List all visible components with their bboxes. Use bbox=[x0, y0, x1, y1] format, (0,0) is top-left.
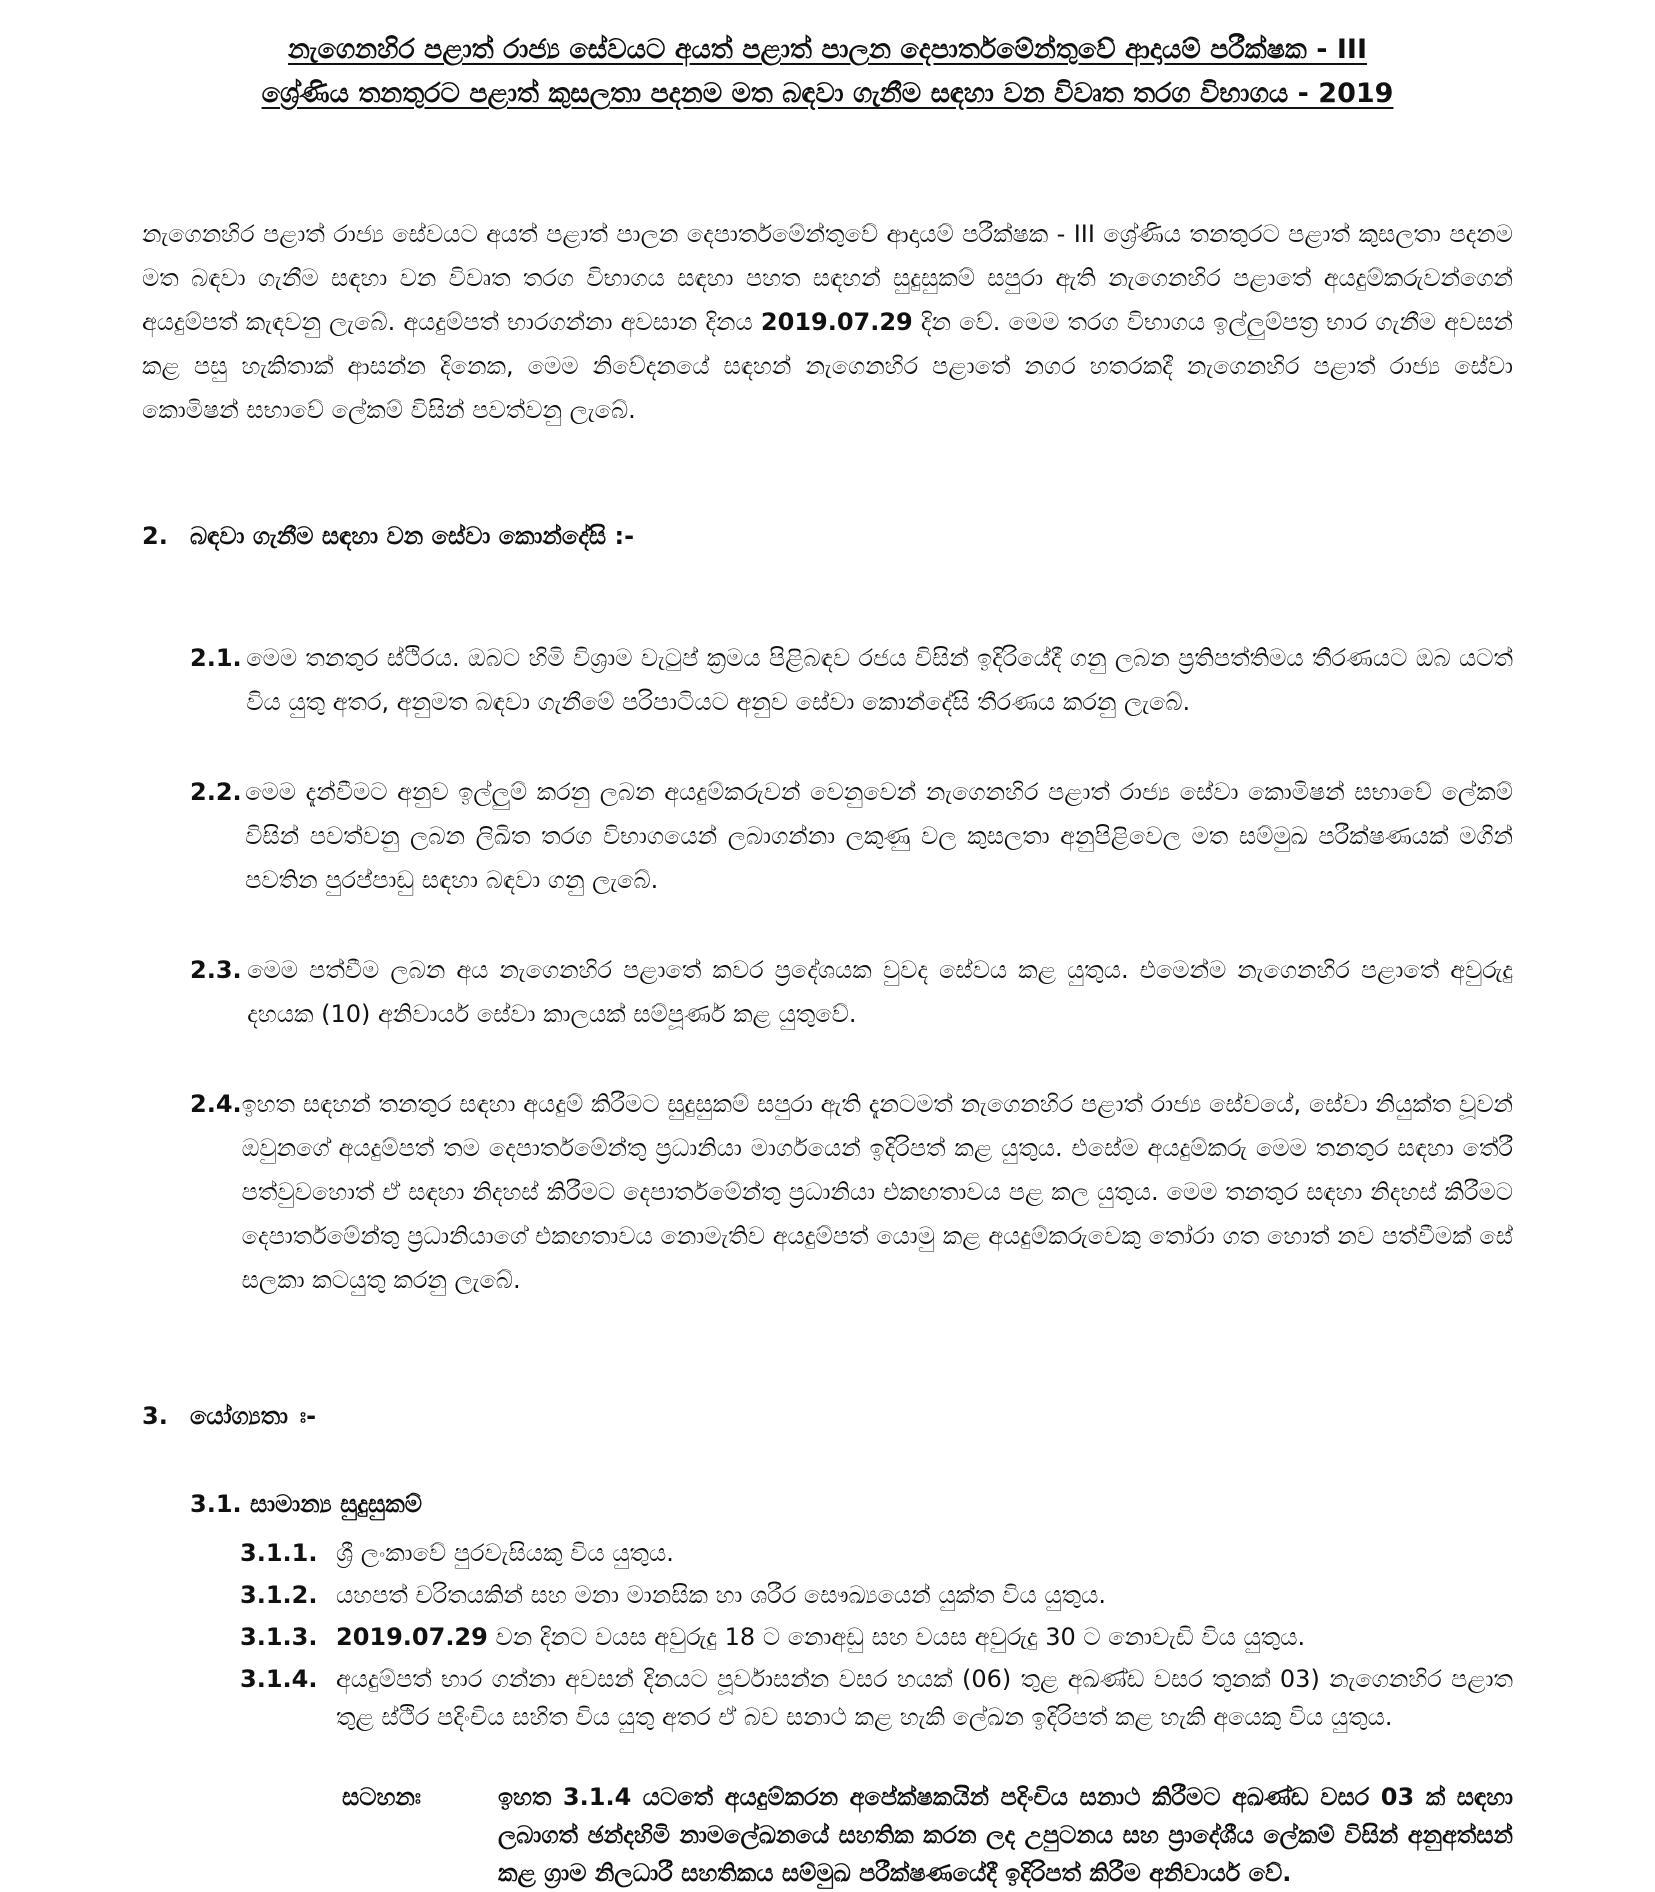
title-line-2: ශ්‍රේණිය තනතුරට පළාත් කුසලතා පදනම මත බඳවා ගැනීම සඳහා වන විවෘත තරග විභාගය - 2019 bbox=[261, 78, 1394, 109]
age-reference-date: 2019.07.29 bbox=[336, 1623, 488, 1651]
requirement-number: 3.1.3. bbox=[240, 1623, 318, 1651]
intro-paragraph bbox=[142, 212, 1513, 432]
clause-number: 2.4. bbox=[190, 1090, 242, 1118]
clause-number: 2.1. bbox=[190, 644, 242, 672]
requirement-3-1-4 bbox=[240, 1660, 1513, 1736]
requirement-number: 3.1.1. bbox=[240, 1539, 318, 1567]
title-line-1: නැගෙනහිර පළාත් රාජ්‍ය සේවයට අයත් පළාත් පාලන දෙපාර්තමේන්තුවේ ආදායම් පරීක්ෂක - III bbox=[288, 34, 1367, 65]
requirement-number: 3.1.2. bbox=[240, 1581, 318, 1609]
closing-date: 2019.07.29 bbox=[760, 308, 913, 336]
requirement-3-1-1 bbox=[240, 1534, 1513, 1572]
requirement-3-1-3 bbox=[240, 1618, 1513, 1656]
subsection-title: සාමාන්‍ය සුදුසුකම් bbox=[250, 1490, 422, 1518]
requirement-text: වන දිනට වයස අවුරුදු 18 ට නොඅඩු සහ වයස අවුරුදු 30 ට නොවැඩි විය යුතුය. bbox=[495, 1623, 1306, 1651]
clause-number: 2.3. bbox=[190, 956, 242, 984]
note-block bbox=[342, 1778, 1513, 1892]
clause-2-4 bbox=[190, 1082, 1513, 1302]
section-3-number: 3. bbox=[142, 1402, 168, 1430]
clause-2-3 bbox=[190, 948, 1513, 1036]
section-2-title: බඳවා ගැනීම සඳහා වන සේවා කොන්දේසි :- bbox=[190, 522, 635, 550]
clause-text: ඉහත සඳහන් තනතුර සඳහා අයදුම් කිරීමට සුදුසුකම් සපුරා ඇති දැනටමත් නැගෙනහිර පළාත් රාජ්‍ය සේවයේ, සේවා නියුක්ත වූවන් ඔවුනගේ අයදුම්පත් තම දෙපාර්තමේන්තු ප්‍රධානියා මාර්ගයෙන් ඉදිරිපත් කළ යුතුය. එසේම අයදුම්කරු මෙම තනතුර සඳහා තේරී පත්වුවහොත් ඒ සඳහා නිදහස් කිරීමට දෙපාර්තමේන්තු ප්‍රධානියා එකඟතාවය පළ කල යුතුය. මෙම තනතුර සඳහා නිදහස් කිරීමට දෙපාර්තමේන්තු ප්‍රධානියාගේ එකඟතාවය නොමැතිව අයදුම්පත් යොමු කළ අයදුම්කරුවෙකු තෝරා ගත හොත් නව පත්වීමක් සේ සලකා කටයුතු කරනු ලැබේ. bbox=[241, 1090, 1514, 1294]
subsection-number: 3.1. bbox=[190, 1490, 242, 1518]
clause-2-2 bbox=[190, 770, 1513, 902]
clause-text: මෙම තනතුර ස්ථිරය. ඔබට හිමි විශ්‍රාම වැටුප් ක්‍රමය පිළිබඳව රජය විසින් ඉදිරියේදී ගනු ලබන ප්‍රතිපත්තිමය තීරණයට ඔබ යටත් විය යුතු අතර, අනුමත බඳවා ගැනීමේ පරිපාටියට අනුව සේවා කොන්දේසි තීරණය කරනු ලැබේ. bbox=[246, 644, 1513, 716]
intro-text-1: නැගෙනහිර පළාත් රාජ්‍ය සේවයට අයත් පළාත් පාලන දෙපාර්තමේන්තුවේ ආදායම් පරීක්ෂක - III ශ්‍රේණිය තනතුරට පළාත් කුසලතා පදනම මත බඳවා ගැනීම සඳහා වන විවෘත තරග විභාගය සඳහා පහත සඳහන් සුදුසුකම් සපුරා ඇති නැගෙනහිර පළාතේ අයදුම්කරුවන්ගෙන් අයදුම්පත් කැඳවනු ලැබේ. අයදුම්පත් භාරගන්නා අවසාන දිනය bbox=[142, 220, 1513, 336]
clause-number: 2.2. bbox=[190, 778, 242, 806]
section-2-number: 2. bbox=[142, 522, 168, 550]
note-text: ඉහත 3.1.4 යටතේ අයදුම්කරන අපේක්ෂකයින් පදිංචිය සනාථ කිරීමට අඛණ්ඩ වසර 03 ක් සඳහා ලබාගත් ඡන්දහිමි නාමලේඛනයේ සහතික කරන ලද උපුටනය සහ ප්‍රාදේශීය ලේකම් විසින් අනුඅත්සන් කළ ග්‍රාම නිලධාරී සහතිකය සම්මුඛ පරීක්ෂණයේදී ඉදිරිපත් කිරීම අනිවාර්ය වේ. bbox=[498, 1783, 1513, 1887]
section-3-heading bbox=[142, 1394, 1513, 1438]
note-label: සටහනඃ bbox=[342, 1783, 421, 1811]
requirement-text-wrap bbox=[336, 1618, 1513, 1656]
requirement-3-1-2 bbox=[240, 1576, 1513, 1614]
requirement-text: යහපත් චරිතයකින් සහ මනා මානසික හා ශරීර සෞඛ්‍යයෙන් යුක්ත විය යුතුය. bbox=[336, 1581, 1106, 1609]
subsection-3-1-heading bbox=[190, 1482, 1513, 1526]
section-2-heading bbox=[142, 514, 1513, 558]
requirement-text: ශ්‍රී ලංකාවේ පුරවැසියකු විය යුතුය. bbox=[336, 1539, 674, 1567]
clause-2-1 bbox=[190, 636, 1513, 724]
clause-text: මෙම දැන්වීමට අනුව ඉල්ලුම් කරනු ලබන අයදුම්කරුවන් වෙනුවෙන් නැගෙනහිර පළාත් රාජ්‍ය සේවා කොමිෂන් සභාවේ ලේකම් විසින් පවත්වනු ලබන ලිඛිත තරග විභාගයෙන් ලබාගන්නා ලකුණු වල කුසලතා අනුපිළිවෙල මත සම්මුඛ පරීක්ෂණයක් මගින් පවතින පුරප්පාඩු සඳහා බඳවා ගනු ලැබේ. bbox=[245, 778, 1513, 894]
requirement-text: අයදුම්පත් භාර ගන්නා අවසන් දිනයට පූර්වාසන්න වසර හයක් (06) තුළ අඛණ්ඩ වසර තුනක් 03) නැගෙනහිර පළාත තුළ ස්ථිර පදිංචිය සහිත විය යුතු අතර ඒ බව සනාථ කළ හැකි ලේඛන ඉදිරිපත් කළ හැකි අයෙකු විය යුතුය. bbox=[336, 1665, 1513, 1731]
document-title bbox=[142, 0, 1513, 116]
intro-text-2: දින වේ. මෙම තරග විභාගය ඉල්ලුම්පත්‍ර භාර ගැනීම අවසන් කළ පසු හැකිතාක් ආසන්න දිනෙක, මෙම නිවේදනයේ සඳහන් නැගෙනහිර පළාතේ නගර හතරකදී නැගෙනහිර පළාත් රාජ්‍ය සේවා කොමිෂන් සභාවේ ලේකම් විසින් පවත්වනු ලැබේ. bbox=[142, 308, 1513, 424]
clause-text: මෙම පත්වීම ලබන අය නැගෙනහිර පළාතේ කවර ප්‍රදේශයක වුවද සේවය කළ යුතුය. එමෙන්ම නැගෙනහිර පළාතේ අවුරුදු දහයක (10) අනිවාර්ය සේවා කාලයක් සම්පූර්ණ කළ යුතුවේ. bbox=[247, 956, 1513, 1028]
section-3-title: යෝග්‍යතා ඃ- bbox=[190, 1402, 317, 1430]
requirement-number: 3.1.4. bbox=[240, 1665, 318, 1693]
